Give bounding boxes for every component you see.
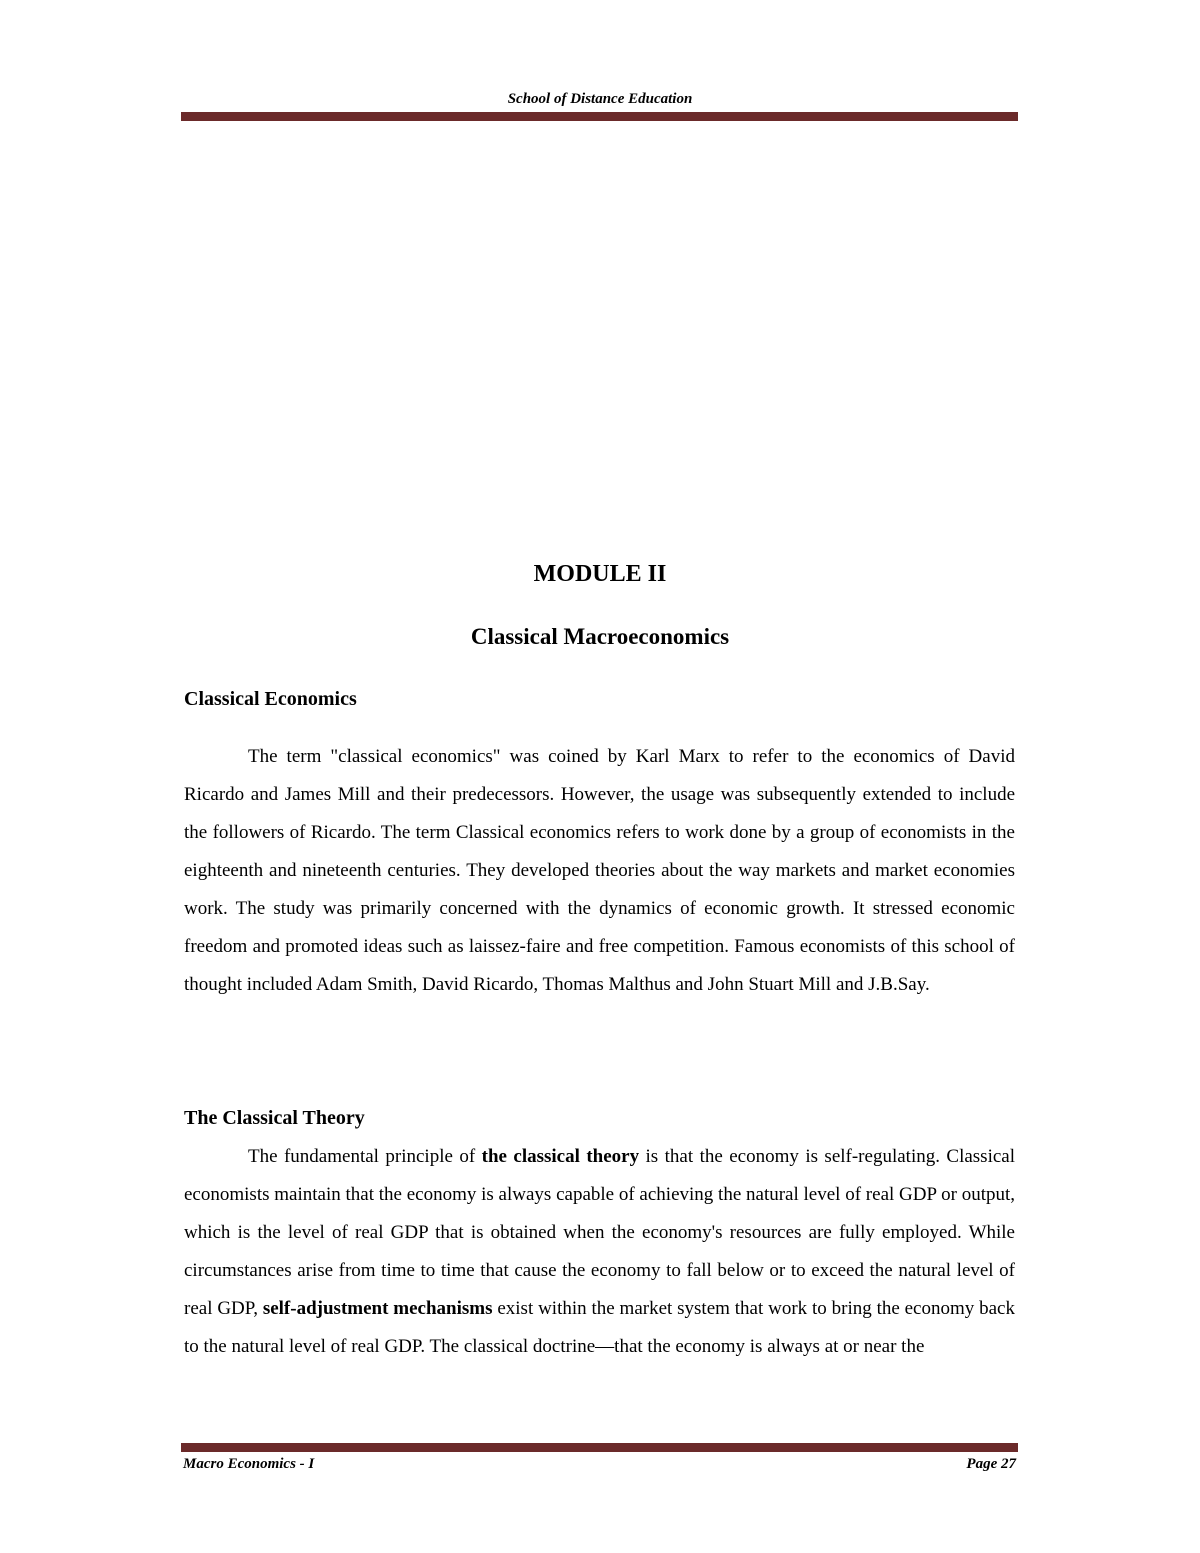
paragraph-text-part2: is that the economy is self-regulating. Classical economists maintain that the economy is always capable of achieving the natural level of real GDP or output, which is the level of real GDP that is obtained when the economy's resources are fully employed. While circumstances arise from time to time that cause the economy to fall below or to exceed the natural level of real GDP, bbox=[184, 1146, 1016, 1319]
paragraph-text: The term "classical economics" was coined by Karl Marx to refer to the economics of David Ricardo and James Mill and their predecessors. However, the usage was subsequently extended to include the followers of Ricardo. The term Classical economics refers to work done by a group of economists in the eighteenth and nineteenth centuries. They developed theories about the way markets and market economies work. The study was primarily concerned with the dynamics of economic growth. It stressed economic freedom and promoted ideas such as laissez-faire and free competition. Famous economists of this school of thought included Adam Smith, David Ricardo, Thomas Malthus and John Stuart Mill and J.B.Say. bbox=[184, 746, 1015, 995]
paragraph-text-part1: The fundamental principle of bbox=[248, 1146, 482, 1167]
paragraph-bold-self-adjustment: self-adjustment mechanisms bbox=[262, 1298, 493, 1319]
page-header-title: School of Distance Education bbox=[507, 91, 693, 107]
footer-page-number: Page 27 bbox=[966, 1456, 1016, 1472]
footer-course-title: Macro Economics - I bbox=[183, 1456, 315, 1472]
header-rule bbox=[181, 112, 1018, 121]
paragraph-classical-theory bbox=[184, 1138, 1015, 1366]
chapter-title: Classical Macroeconomics bbox=[470, 624, 730, 649]
section-heading-classical-theory: The Classical Theory bbox=[184, 1107, 365, 1129]
footer-rule bbox=[181, 1443, 1018, 1452]
paragraph-bold-classical-theory: the classical theory bbox=[481, 1146, 640, 1167]
paragraph-text-part3: exist within the market system that work to bring the economy back to the natural level of real GDP. The classical doctrine—that the economy is always at or near the bbox=[184, 1298, 1015, 1357]
paragraph-classical-economics bbox=[184, 738, 1015, 1004]
section-heading-classical-economics: Classical Economics bbox=[184, 688, 357, 710]
module-title: MODULE II bbox=[533, 561, 667, 587]
